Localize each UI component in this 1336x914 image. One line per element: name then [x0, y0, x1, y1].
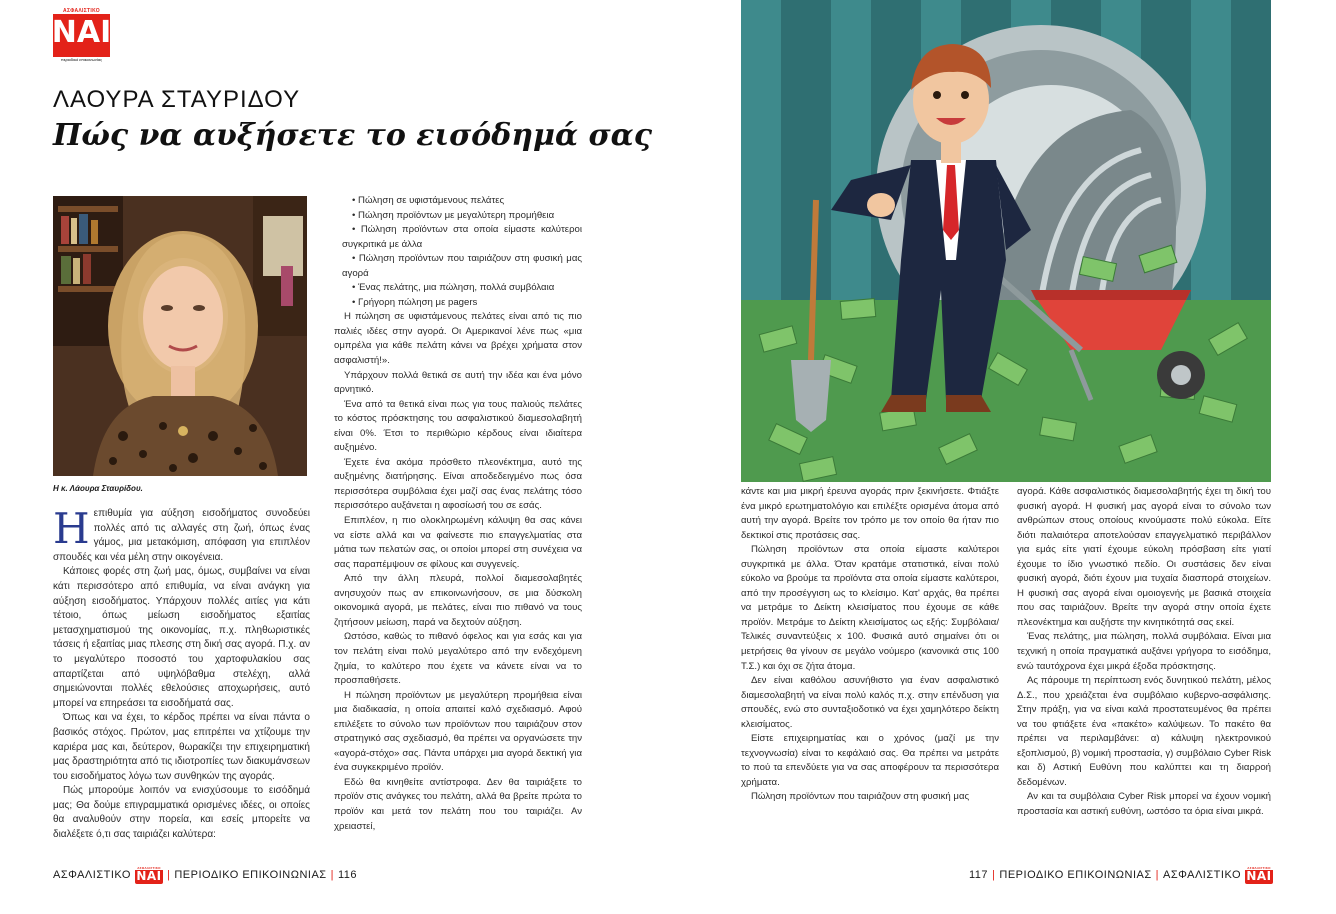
footer-magazine: ΑΣΦΑΛΙΣΤΙΚΟ	[53, 869, 131, 881]
paragraph: Αν και τα συμβόλαια Cyber Risk μπορεί να έχουν νομική προστασία και αστική ευθύνη, ωστόσο τα όρια είναι μικρά.	[1017, 791, 1271, 818]
footer-logo	[135, 866, 163, 884]
paragraph: Πώς μπορούμε λοιπόν να ενισχύσουμε το εισόδημά μας; Θα δούμε επιγραμματικά ορισμένες ιδέες, οι οποίες θα αναλυθούν στην πορεία, και εσείς μπορείτε να διαλέξετε ό,τι σας ταιριάζει καλύτερα:	[53, 785, 310, 841]
divider: |	[1155, 869, 1160, 881]
paragraph: Πώληση προϊόντων που ταιριάζουν στη φυσική μας	[751, 791, 970, 803]
logo-top-text: ΑΣΦΑΛΙΣΤΙΚΟ	[53, 8, 110, 14]
footer-left	[53, 866, 357, 884]
bullet-item: • Ένας πελάτης, μια πώληση, πολλά συμβόλαια	[352, 282, 555, 294]
right-page	[668, 0, 1336, 914]
logo-top-text: ΑΣΦΑΛΙΣΤΙΚΟ	[135, 866, 163, 870]
article-title: Πώς να αυξήσετε το εισόδημά σας	[53, 118, 652, 153]
logo-top-text: ΑΣΦΑΛΙΣΤΙΚΟ	[1245, 866, 1273, 870]
paragraph: κάντε και μια μικρή έρευνα αγοράς πριν ξεκινήσετε. Φτιάξτε ένα μικρό ερωτηματολόγιο και επιλέξτε ορισμένα άτομα από αυτή την αγορά. Βρείτε τον τρόπο με τον οποίο θα ήταν πιο δεκτικοί στις προτάσεις σας.	[741, 486, 999, 541]
column-3	[741, 485, 999, 805]
footer-right	[969, 866, 1273, 884]
paragraph: Η πώληση προϊόντων με μεγαλύτερη προμήθεια είναι μια διαδικασία, η οποία απαιτεί καλό σχεδιασμό. Αφού επιλέξετε το σύνολο των προϊόντων που ταιριάζουν στον στρατηγικό σας σχεδιασμό, θα πρέπει να οργανώσετε την «αγορά-στόχο» σας. Πάντα υπάρχει μια αγορά δεκτική για ένα συγκεκριμένο προϊόν.	[334, 689, 582, 774]
paragraph: Ένα από τα θετικά είναι πως για τους παλιούς πελάτες το κόστος πρόσκτησης του ασφαλιστικού διαμεσολαβητή είναι 0%. Έτσι το περιθώριο κέρδους είναι ιδιαίτερα αυξημένο.	[334, 398, 582, 454]
divider: |	[992, 869, 996, 881]
paragraph: Δεν είναι καθόλου ασυνήθιστο για έναν ασφαλιστικό διαμεσολαβητή να είναι πολύ καλός π.χ. στην επένδυση για σπουδές, ενώ στο συνταξιοδοτικό να έχει χαμηλότερο δείκτη κλεισίματος.	[741, 675, 999, 730]
paragraph: αγορά. Κάθε ασφαλιστικός διαμεσολαβητής έχει τη δική του φυσική αγορά. Η φυσική μας αγορά είναι το σύνολο των ανθρώπων στους οποίους κινούμαστε πολύ εύκολα. Είτε διότι παλαιότερα αποτελούσαν επαγγελματικό περιβάλλον για εμάς είτε γιατί έχουμε εύκολη πρόσβαση είτε γιατί έχουμε το ίδιο γνωστικό πεδίο. Οι συστάσεις δεν είναι φυσική αγορά, διότι έχουν μια τυχαία διασπορά στοιχείων. Η φυσική σας αγορά είναι ομοιογενής με βασικά στοιχεία που σας ταιριάζουν. Βρείτε την αγορά στην οποία έχετε πλεονέκτημα και αυξήστε την κινητικότητά σας εκεί.	[1017, 486, 1271, 628]
footer-section: ΠΕΡΙΟΔΙΚΟ ΕΠΙΚΟΙΝΩΝΙΑΣ	[999, 869, 1152, 881]
bullet-item: • Γρήγορη πώληση με pagers	[352, 296, 478, 308]
paragraph: Είστε επιχειρηματίας και ο χρόνος (μαζί με την τεχνογνωσία) είναι το κεφάλαιό σας. Θα πρέπει να μετράτε το πού τα επενδύετε για να σας αποφέρουν τα περισσότερα χρήματα.	[741, 733, 999, 788]
divider: |	[330, 869, 334, 881]
paragraph: Η πώληση σε υφιστάμενους πελάτες είναι από τις πιο παλιές ιδέες στην αγορά. Οι Αμερικανοί λένε πως «μια ομπρέλα για κάθε πελάτη κάνει να βρέχει χρήματα στον ασφαλιστή!».	[334, 311, 582, 367]
paragraph: Ένας πελάτης, μια πώληση, πολλά συμβόλαια. Είναι μια τεχνική η οποία πραγματικά αυξάνει γρήγορα το εισόδημα, ενώ ταυτόχρονα έχει μικρά έξοδα πρόσκτησης.	[1017, 631, 1271, 672]
footer-magazine: ΑΣΦΑΛΙΣΤΙΚΟ	[1163, 869, 1241, 881]
dropcap: Η	[53, 504, 90, 553]
paragraph: Υπάρχουν πολλά θετικά σε αυτή την ιδέα και ένα μόνο αρνητικό.	[334, 369, 582, 396]
column-2	[334, 194, 582, 834]
divider: |	[166, 869, 171, 881]
paragraph: Εδώ θα κινηθείτε αντίστροφα. Δεν θα ταιριάξετε το προϊόν στις ανάγκες του πελάτη, αλλά θα βρείτε πρώτα το προϊόν και μετά τον πελάτη που του ταιριάζει. Αν χρειαστεί,	[334, 776, 582, 832]
paragraph: Πώληση προϊόντων στα οποία είμαστε καλύτεροι συγκριτικά με άλλα. Όταν κρατάμε στατιστικά, είναι πολύ εύκολο να βρούμε τα προϊόντα στα οποία είμαστε καλύτεροι, από την προσέγγιση ως το κλείσιμο. Κατ' αρχάς, θα πρέπει να μετράμε το Δείκτη κλεισίματος που έχουμε σε κάθε προϊόν. Μετράμε το Δείκτη κλεισίματος ως εξής: Συμβόλαια/ Τελικές συναντεύξεις x 100. Φυσικά αυτό σημαίνει ότι οι μετρήσεις θα γίνουν σε μεγάλο νούμερο (κανονικά στις 100 Τ.Σ.) και όχι σε ζήτα άτομα.	[741, 544, 999, 672]
paragraph: Ωστόσο, καθώς το πιθανό όφελος και για εσάς και για τον πελάτη είναι πολύ μεγαλύτερο από την ενδεχόμενη ζημία, το καλύτερο που έχετε να κάνετε είναι να το προσπαθήσετε.	[334, 631, 582, 687]
page-number: 117	[969, 869, 989, 881]
logo-main-text: ΝΑΙ	[1246, 869, 1272, 883]
logo-main-text: ΝΑΙ	[51, 15, 112, 50]
article-author: ΛΑΟΥΡΑ ΣΤΑΥΡΙΔΟΥ	[53, 86, 301, 113]
bullet-item: • Πώληση προϊόντων με μεγαλύτερη προμήθεια	[352, 209, 555, 221]
paragraph: Επιπλέον, η πιο ολοκληρωμένη κάλυψη θα σας κάνει να είστε αλλά και να φαίνεστε πιο επαγγελματίας στα μάτια των πελατών σας, οι οποίοι μπορεί στη συνέχεια να σας παραπέμψουν σε φίλους και συγγενείς.	[334, 515, 582, 570]
logo-main-text: ΝΑΙ	[136, 869, 162, 883]
paragraph: Όπως και να έχει, το κέρδος πρέπει να είναι πάντα ο βασικός στόχος. Πρώτον, μας επιτρέπει να χτίζουμε την καριέρα μας και, δεύτερον, θωρακίζει την επιχειρηματική μας δραστηριότητα από τις ιδιοτροπίες των διακυμάνσεων του εισοδήματος λόγω των συνθηκών της αγοράς.	[53, 712, 310, 782]
magazine-logo	[53, 8, 110, 62]
bullet-item: • Πώληση προϊόντων που ταιριάζουν στη φυσική μας αγορά	[342, 253, 582, 279]
bullet-item: • Πώληση σε υφιστάμενους πελάτες	[352, 195, 505, 206]
footer-section: ΠΕΡΙΟΔΙΚΟ ΕΠΙΚΟΙΝΩΝΙΑΣ	[174, 869, 327, 881]
paragraph: επιθυμία για αύξηση εισοδήματος συνοδεύει πολλές από τις αλλαγές στη ζωή, όπως ένας γάμος, μια μετακόμιση, απόφαση για επιπλέον σπουδές και νέα μέλη στην οικογένεια.	[53, 508, 310, 563]
paragraph: Από την άλλη πλευρά, πολλοί διαμεσολαβητές ανησυχούν πως αν επικοινωνήσουν, σε μια δύσκολη οικονομικά αγορά, με πελάτες, είναι πιο πιθανό να τους ζητήσουν μείωση, παρά να δεχτούν αύξηση.	[334, 573, 582, 628]
page-number: 116	[337, 869, 357, 881]
bullet-item: • Πώληση προϊόντων στα οποία είμαστε καλύτεροι συγκριτικά με άλλα	[342, 224, 582, 250]
column-1	[53, 504, 310, 843]
logo-bottom-text: περιοδικό επικοινωνίας	[53, 57, 110, 62]
paragraph: Κάποιες φορές στη ζωή μας, όμως, συμβαίνει να είναι κάτι περισσότερο από επιθυμία, να είναι ανάγκη για αύξηση εισοδήματος. Υπάρχουν πολλές αιτίες για κάτι τέτοιο, όπως μείωση εισοδήματος εξαιτίας μετασχηματισμού της οικονομίας, π.χ. πληθωριστικές τάσεις ή εξαιτίας μιας πλεσης στη δική σας αγορά. Π.χ. αν το μεγαλύτερο ποσοστό του χαρτοφυλακίου σας απαρτίζεται από υψηλόβαθμα στελέχη, αλλά σημειώνονται πολλές εθελούσιες αποχωρήσεις, αυτό μπορεί να επηρεάσει τα εισοδήματά σας.	[53, 566, 310, 709]
column-4	[1017, 485, 1271, 820]
author-photo	[53, 196, 307, 476]
businessman-illustration	[741, 0, 1271, 482]
footer-logo	[1245, 866, 1273, 884]
photo-caption: Η κ. Λάουρα Σταυρίδου.	[53, 484, 143, 493]
paragraph: Ας πάρουμε τη περίπτωση ενός δυνητικού πελάτη, μέλος Δ.Σ., που χρειάζεται ένα συμβόλαιο κυβερνο-ασφάλισης. Στην πράξη, για να είναι καλά προστατευμένος θα πρέπει να του φτιάξετε ένα «πακέτο» καλύψεων. Το πακέτο θα πρέπει να περιλαμβάνει: α) κάλυψη ηλεκτρονικού εξοπλισμού, β) νομική προστασία, γ) συμβόλαιο Cyber Risk και δ) Αστική Ευθύνη που καλύπτει και τη διαρροή δεδομένων.	[1017, 675, 1271, 788]
paragraph: Έχετε ένα ακόμα πρόσθετο πλεονέκτημα, αυτό της αυξημένης διατήρησης. Είναι αποδεδειγμένο πως όσα περισσότερα συμβόλαια έχει μαζί σας ένας πελάτης τόσο περισσότερο αυξάνεται η αφοσίωσή του σε εσάς.	[334, 456, 582, 512]
